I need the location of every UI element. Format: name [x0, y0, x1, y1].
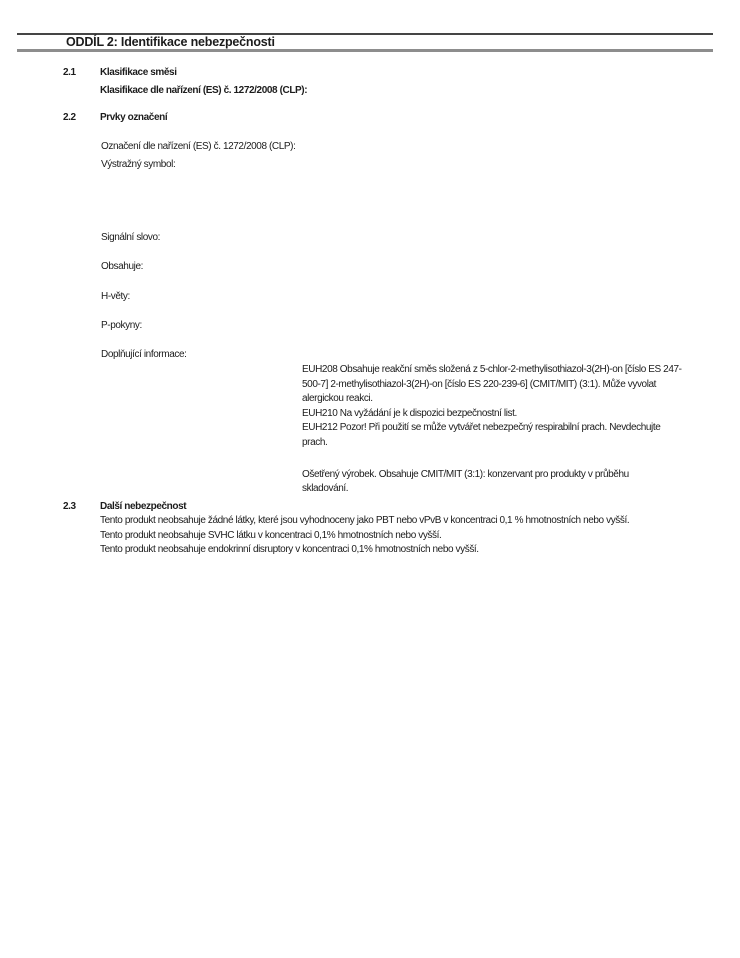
- subsection-title-2-1: Klasifikace směsi: [100, 67, 177, 78]
- euh208-statement-line: alergickou reakci.: [302, 393, 373, 405]
- section-header-rule-bottom: [17, 49, 713, 52]
- label-hazard-pictogram: Výstražný symbol:: [101, 159, 176, 170]
- label-p-statements: P-pokyny:: [101, 320, 142, 331]
- treated-article-statement-line: skladování.: [302, 483, 349, 495]
- subsection-number-2-1: 2.1: [63, 67, 76, 78]
- pbt-vpvb-statement: Tento produkt neobsahuje žádné látky, které jsou vyhodnoceny jako PBT nebo vPvB v koncentraci 0,1 % hmotnostních nebo vyšší.: [100, 515, 630, 526]
- subsection-title-2-3: Další nebezpečnost: [100, 501, 187, 512]
- label-supplemental-info: Doplňující informace:: [101, 349, 187, 360]
- euh208-statement-line: EUH208 Obsahuje reakční směs složená z 5-chlor-2-methylisothiazol-3(2H)-on [číslo ES 247-: [302, 364, 682, 375]
- euh210-statement-line: EUH210 Na vyžádání je k dispozici bezpečnostní list.: [302, 407, 517, 419]
- section-header-title: ODDÍL 2: Identifikace nebezpečnosti: [66, 35, 275, 49]
- label-clp-labelling: Označení dle nařízení (ES) č. 1272/2008 (CLP):: [101, 141, 296, 152]
- euh208-statement-line: 500-7] 2-methylisothiazol-3(2H)-on [číslo ES 220-239-6] (CMIT/MIT) (3:1). Může vyvolat: [302, 378, 657, 390]
- euh212-statement-line: prach.: [302, 436, 328, 448]
- clp-classification-heading: Klasifikace dle nařízení (ES) č. 1272/2008 (CLP):: [100, 85, 308, 96]
- subsection-number-2-3: 2.3: [63, 501, 76, 512]
- label-signal-word: Signální slovo:: [101, 232, 161, 243]
- svhc-statement: Tento produkt neobsahuje SVHC látku v koncentraci 0,1% hmotnostních nebo vyšší.: [100, 529, 442, 541]
- treated-article-statement-line: Ošetřený výrobek. Obsahuje CMIT/MIT (3:1): konzervant pro produkty v průběhu: [302, 468, 629, 480]
- other-hazards-block: [100, 514, 629, 558]
- label-contains: Obsahuje:: [101, 261, 143, 272]
- subsection-number-2-2: 2.2: [63, 112, 76, 123]
- label-h-statements: H-věty:: [101, 291, 130, 302]
- endocrine-disruptor-statement: Tento produkt neobsahuje endokrinní disruptory v koncentraci 0,1% hmotnostních nebo vyšší.: [100, 544, 479, 556]
- supplemental-info-block: [302, 363, 734, 497]
- euh212-statement-line: EUH212 Pozor! Při použití se může vytvářet nebezpečný respirabilní prach. Nevdechujte: [302, 422, 661, 434]
- subsection-title-2-2: Prvky označení: [100, 112, 168, 123]
